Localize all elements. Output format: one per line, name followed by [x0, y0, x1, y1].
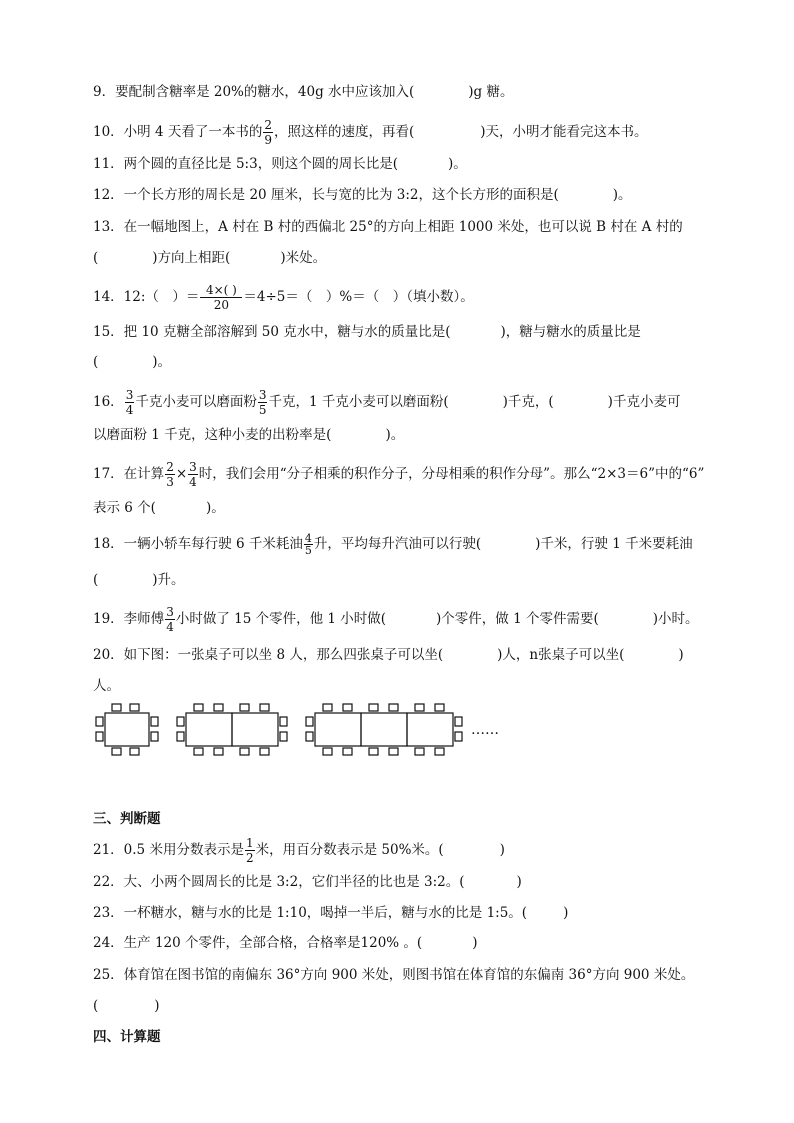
fraction: $\frac{4}{5}$: [304, 532, 312, 557]
question-25-line-2: ( ): [93, 998, 160, 1014]
two-tables: [177, 704, 287, 755]
question-15-line-2: ( )。: [93, 354, 172, 370]
one-table: [96, 704, 158, 755]
question-17-line-2: 表示 6 个( )。: [93, 500, 225, 516]
fraction: $\frac{3}{5}$: [258, 388, 267, 417]
ellipsis: ……: [471, 722, 499, 738]
fraction: $\frac{2}{9}$: [264, 118, 272, 147]
question-19: 19．李师傅 $\frac{3}{4}$ 小时做了 15 个零件，他 1 小时做( )个零件，做 1 个零件需要( )小时。: [93, 605, 699, 634]
question-18-line-2: ( )升。: [93, 572, 185, 588]
fraction: $\frac{3}{4}$: [125, 388, 134, 417]
question-20-line-1: 20．如下图：一张桌子可以坐 8 人，那么四张桌子可以坐( )人，n张桌子可以坐( ): [93, 647, 684, 663]
question-12: 12．一个长方形的周长是 20 厘米，长与宽的比为 3:2，这个长方形的面积是( )。: [93, 187, 632, 203]
fraction: $\frac{4\times( )}{20}$: [200, 283, 242, 312]
question-14: 14．12:（ ）＝ $\frac{4\times( )}{20}$ ＝4÷5＝（ ）%＝（ ）（填小数）。: [93, 283, 474, 312]
tables-figure: [93, 700, 553, 760]
question-21: 21．0.5 米用分数表示是 $\frac{1}{2}$ 米，用百分数表示是 50%米。( ): [93, 836, 505, 865]
question-9: 9．要配制含糖率是 20%的糖水，40g 水中应该加入( )g 糖。: [93, 84, 514, 100]
question-18-line-1: 18．一辆小轿车每行驶 6 千米耗油 $\frac{4}{5}$ 升，平均每升汽油可以行驶( )千米，行驶 1 千米要耗油: [93, 532, 693, 557]
question-16-line-1: 16． $\frac{3}{4}$ 千克小麦可以磨面粉 $\frac{3}{5}$ 千克，1 千克小麦可以磨面粉( )千克，( )千克小麦可: [93, 388, 681, 417]
fraction: $\frac{2}{3}$: [166, 460, 174, 489]
fraction: $\frac{3}{4}$: [166, 605, 174, 634]
question-13-line-2: ( )方向上相距( )米处。: [93, 250, 327, 266]
three-tables: [306, 704, 462, 755]
question-13-line-1: 13．在一幅地图上，A 村在 B 村的西偏北 25°的方向上相距 1000 米处，也可以说 B 村在 A 村的: [93, 219, 683, 235]
section-heading-judgement: 三、判断题: [93, 811, 161, 827]
question-15-line-1: 15．把 10 克糖全部溶解到 50 克水中，糖与水的质量比是( )，糖与糖水的质量比是: [93, 324, 641, 340]
question-23: 23．一杯糖水，糖与水的比是 1:10，喝掉一半后，糖与水的比是 1:5。( ): [93, 905, 569, 921]
question-24: 24．生产 120 个零件，全部合格，合格率是120% 。( ): [93, 935, 478, 951]
question-25-line-1: 25．体育馆在图书馆的南偏东 36°方向 900 米处，则图书馆在体育馆的东偏南 36°方向 900 米处。: [93, 967, 695, 983]
fraction: $\frac{3}{4}$: [189, 460, 197, 489]
question-16-line-2: 以磨面粉 1 千克，这种小麦的出粉率是( )。: [93, 427, 405, 443]
question-22: 22．大、小两个圆周长的比是 3:2，它们半径的比也是 3:2。( ): [93, 874, 522, 890]
question-11: 11．两个圆的直径比是 5:3，则这个圆的周长比是( )。: [93, 156, 467, 172]
section-heading-calculation: 四、计算题: [93, 1029, 161, 1045]
question-10: 10．小明 4 天看了一本书的 $\frac{2}{9}$ ，照这样的速度，再看( )天，小明才能看完这本书。: [93, 118, 648, 147]
fraction: $\frac{1}{2}$: [245, 836, 254, 865]
question-20-line-2: 人。: [93, 678, 120, 694]
question-17-line-1: 17．在计算 $\frac{2}{3}$ × $\frac{3}{4}$ 时，我们会用“分子相乘的积作分子，分母相乘的积作分母”。那么“2×3＝6”中的“6”: [93, 460, 705, 489]
